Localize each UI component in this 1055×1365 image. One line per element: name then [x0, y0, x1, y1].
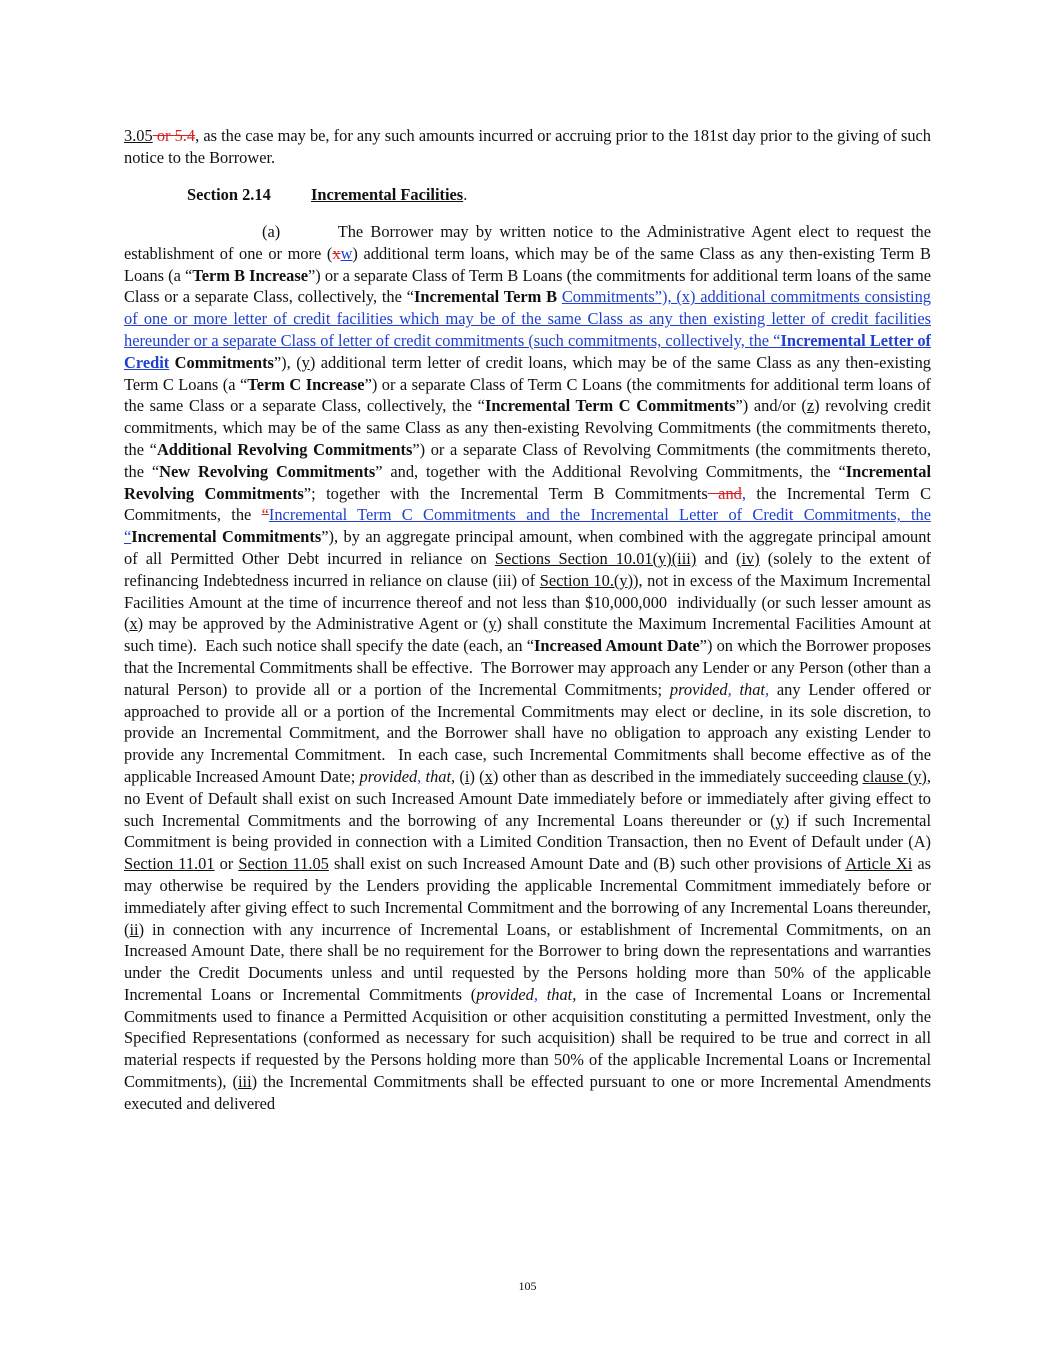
defined-term: Increased Amount Date: [534, 636, 700, 656]
inserted-text: ,: [741, 483, 746, 503]
deleted-text: “: [261, 505, 269, 525]
inserted-defined-term: Incremental Letter of Credit: [124, 330, 931, 372]
article-reference[interactable]: Article Xi: [845, 854, 913, 874]
defined-term: Term C Increase: [247, 374, 365, 394]
page-number: 105: [518, 1279, 537, 1293]
inserted-text: Incremental Term C Commitments and the Incremental Letter of Credit Commitments, the “: [124, 505, 932, 547]
section-heading: Section 2.14 Incremental Facilities.: [187, 185, 468, 204]
inserted-text: ,: [727, 679, 732, 699]
inserted-text: Commitments”), (x) additional commitments consisting of one or more letter of credit facilities which may be of the same Class as any then existing letter of credit facilities hereunder or a separate Class of letter of credit commitments (such commitments, collectively, the “: [124, 287, 931, 350]
section-reference[interactable]: Section 10.(y): [539, 570, 634, 590]
section-reference[interactable]: Section 11.05: [238, 854, 329, 874]
defined-term: Incremental Commitments: [131, 527, 322, 547]
section-number: Section 2.14: [187, 185, 271, 204]
defined-term: Additional Revolving Commitments: [156, 439, 413, 459]
deleted-text: and: [707, 483, 742, 503]
inserted-text: ,: [533, 984, 538, 1004]
section-reference[interactable]: Section 11.01: [124, 854, 215, 874]
deleted-text: x: [332, 243, 341, 263]
defined-term: Incremental Revolving Commitments: [124, 461, 931, 503]
defined-term: Term B Increase: [192, 265, 308, 285]
section-reference[interactable]: 3.05: [124, 126, 153, 145]
inserted-text: w: [340, 243, 353, 263]
clause-reference[interactable]: clause (y): [862, 766, 927, 786]
section-body-paragraph: (a) The Borrower may by written notice to the Administrative Agent elect to request the establishment of one or more (xw) additional term loans, which may be of the same Class as any then-existing Term B Loans (a “Term B Increase”) or a separate Class of Term B Loans (the commitments for additional term loans of the same Class or a separate Class, collectively, the “Incremental Term B Commitments”), (x) additional commitments consisting of one or more letter of credit facilities which may be of the same Class as any then existing letter of credit facilities hereunder or a separate Class of letter of credit commitments (such commitments, collectively, the “Incremental Letter of Credit Commitments”), (y) additional term letter of credit loans, which may be of the same Class as any then-existing Term C Loans (a “Term C Increase”) or a separate Class of Term C Loans (the commitments for additional term loans of the same Class or a separate Class, collectively, the “Incremental Term C Commitments”) and/or (z) revolving credit commitments, which may be of the same Class as any then-existing Revolving Commitments (the commitments thereto, the “Additional Revolving Commitments”) or a separate Class of Revolving Commitments (the commitments thereto, the “New Revolving Commitments” and, together with the Additional Revolving Commitments, the “Incremental Revolving Commitments”; together with the Incremental Term B Commitments and, the Incremental Term C Commitments, the “Incremental Term C Commitments and the Incremental Letter of Credit Commitments, the “Incremental Commitments”), by an aggregate principal amount, when combined with the aggregate principal amount of all Permitted Other Debt incurred in reliance on Sections Section 10.01(y)(iii) and (iv) (solely to the extent of refinancing Indebtedness incurred in reliance on clause (iii) of Section 10.(y)), not in excess of the Maximum Incremental Facilities Amount at the time of incurrence thereof and not less than $10,000,000 individually (or such lesser amount as (x) may be approved by the Administrative Agent or (y) shall constitute the Maximum Incremental Facilities Amount at such time). Each such notice shall specify the date (each, an “Increased Amount Date”) on which the Borrower proposes that the Incremental Commitments shall be effective. The Borrower may approach any Lender or any Person (other than a natural Person) to provide all or a portion of the Incremental Commitments; provided, that, any Lender offered or approached to provide all or a portion of the Incremental Commitments may elect or decline, in its sole discretion, to provide an Incremental Commitment, and the Borrower shall have no obligation to approach any existing Lender to provide any Incremental Commitment. In each case, such Incremental Commitments shall become effective as of the applicable Increased Amount Date; provided, that, (i) (x) other than as described in the immediately succeeding clause (y), no Event of Default shall exist on such Increased Amount Date immediately before or immediately after giving effect to such Incremental Commitments and the borrowing of any Incremental Loans thereunder or (y) if such Incremental Commitment is being provided in connection with a Limited Condition Transaction, then no Event of Default under (A) Section 11.01 or Section 11.05 shall exist on such Increased Amount Date and (B) such other provisions of Article Xi as may otherwise be required by the Lenders providing the applicable Incremental Commitment immediately before or immediately after giving effect to such Incremental Commitment and the borrowing of any Incremental Loans thereunder, (ii) in connection with any incurrence of Incremental Loans, or establishment of Incremental Commitments, on an Increased Amount Date, there shall be no requirement for the Borrower to bring down the representations and warranties under the Credit Documents unless and until requested by the Persons holding more than 50% of the applicable Incremental Loans or Incremental Commitments (provided, that, in the case of Incremental Loans or Incremental Commitments used to finance a Permitted Acquisition or other acquisition constituting a permitted Investment, only the Specified Representations (conformed as necessary for such acquisition) shall be required to be true and correct in all material respects if requested by the Persons holding more than 50% of the applicable Incremental Loans or Incremental Commitments), (iii) the Incremental Commitments shall be effected pursuant to one or more Incremental Amendments executed and delivered: [124, 222, 932, 1113]
deleted-text: or: [152, 126, 175, 145]
section-reference[interactable]: Sections Section 10.01(y)(iii): [494, 548, 697, 568]
inserted-text: ,: [764, 679, 770, 699]
deleted-text: 5.4: [174, 126, 196, 145]
defined-term: Commitments: [174, 352, 274, 372]
defined-term: Incremental Term B: [413, 287, 562, 307]
section-reference[interactable]: (iv): [736, 548, 760, 568]
defined-term: Incremental Term C Commitments: [484, 396, 736, 416]
inserted-text: ,: [417, 766, 422, 786]
continuation-paragraph: 3.05 or 5.4, as the case may be, for any such amounts incurred or accruing prior to the 181st day prior to the giving of such notice to the Borrower.: [124, 126, 931, 167]
section-title: Incremental Facilities: [311, 185, 464, 204]
defined-term: New Revolving Commitments: [159, 461, 376, 481]
